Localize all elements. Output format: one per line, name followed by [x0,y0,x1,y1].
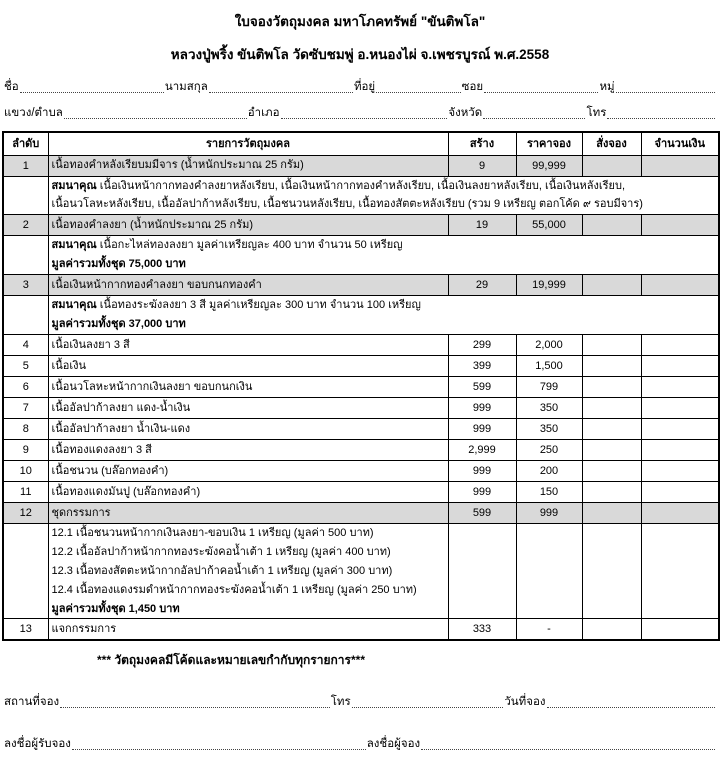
order-qty-cell [582,619,641,640]
amount-cell [641,376,719,397]
made-qty-cell: 999 [448,481,516,502]
order-qty-cell [582,418,641,439]
item-row [3,439,719,460]
field-label: ซอย [461,81,484,93]
signature-line [4,734,716,754]
note-row [3,523,719,619]
price-cell: 999 [516,502,582,523]
dotted-blank [547,707,716,708]
order-qty-cell [582,481,641,502]
row-number-cell: 1 [3,155,48,176]
empty-amount-cell [641,523,719,619]
item-name-cell: แจกกรรมการ [48,619,448,640]
item-row [3,215,719,236]
price-cell: 19,999 [516,275,582,296]
dotted-blank [60,707,330,708]
price-cell: 250 [516,439,582,460]
dotted-blank [616,92,715,93]
order-qty-cell [582,275,641,296]
page-title: ใบจองวัตถุมงคล มหาโภคทรัพย์ "ขันติพโล" [234,14,486,29]
row-number-cell: 8 [3,418,48,439]
item-row [3,418,719,439]
field-label: อำเภอ [247,107,280,119]
row-number-cell: 6 [3,376,48,397]
dotted-blank [281,118,448,119]
item-name-cell: เนื้อชนวน (บล๊อกทองคำ) [48,460,448,481]
dotted-blank [352,707,504,708]
made-qty-cell: 333 [448,619,516,640]
note-row [3,176,719,215]
item-name-cell: เนื้ออัลปาก้าลงยา น้ำเงิน-แดง [48,418,448,439]
price-cell: 1,500 [516,355,582,376]
order-table [2,131,720,641]
price-cell: 2,000 [516,334,582,355]
row-number-cell: 10 [3,460,48,481]
item-name-cell: เนื้อเงินลงยา 3 สี [48,334,448,355]
note-line: สมนาคุณ เนื้อเงินหน้ากากทองคำลงยาหลังเรียบ, เนื้อเงินหน้ากากทองคำหลังเรียบ, เนื้อเงินลงยาหลังเรียบ, เนื้อเงินหลังเรียบ, [51,179,626,192]
order-qty-cell [582,215,641,236]
order-qty-cell [582,376,641,397]
column-header: ลำดับ [3,132,48,155]
note-line: สมนาคุณ เนื้อกะไหล่ทองลงยา มูลค่าเหรียญละ 400 บาท จำนวน 50 เหรียญ [51,239,403,252]
made-qty-cell: 999 [448,418,516,439]
note-line: 12.4 เนื้อทองแดงรมดำหน้ากากทองระฆังคอน้ำเต้า 1 เหรียญ (มูลค่า 250 บาท) [51,583,417,596]
row-number-cell: 3 [3,275,48,296]
item-row [3,397,719,418]
item-row [3,619,719,640]
item-row [3,502,719,523]
item-name-cell: ชุดกรรมการ [48,502,448,523]
item-name-cell: เนื้อนวโลหะหน้ากากเงินลงยา ขอบกนกเงิน [48,376,448,397]
note-line: 12.2 เนื้ออัลปาก้าหน้ากากทองระฆังคอน้ำเต้า 1 เหรียญ (มูลค่า 400 บาท) [51,545,391,558]
price-cell: 55,000 [516,215,582,236]
title-block [2,6,718,71]
order-qty-cell [582,397,641,418]
dotted-blank [484,92,598,93]
column-header: ราคาจอง [516,132,582,155]
applicant-line-1 [4,77,716,97]
item-row [3,155,719,176]
page-subtitle: หลวงปู่พริ้ง ขันติพโล วัดซับชมพู่ อ.หนองไผ่ จ.เพชรบูรณ์ พ.ศ.2558 [170,47,550,62]
dotted-blank [72,749,366,750]
price-cell: 350 [516,397,582,418]
row-number-cell: 5 [3,355,48,376]
empty-order-cell [582,523,641,619]
note-line: มูลค่ารวมทั้งชุด 1,450 บาท [51,602,180,615]
made-qty-cell: 9 [448,155,516,176]
field-label: ลงชื่อผู้รับจอง [4,737,71,750]
field-label: จังหวัด [448,107,483,119]
price-cell: 350 [516,418,582,439]
note-line: เนื้อนวโลหะหลังเรียบ, เนื้ออัลปาก้าหลังเรียบ, เนื้อชนวนหลังเรียบ, เนื้อทองสัตตะหลังเรียบ (รวม 9 เหรียญ ตอกโค้ด ๙ รอบมีจาร) [51,198,643,211]
amount-cell [641,619,719,640]
amount-cell [641,460,719,481]
field-label: ที่อยู่ [353,81,376,93]
note-row [3,296,719,335]
amount-cell [641,502,719,523]
row-number-cell: 7 [3,397,48,418]
field-label: โทร [586,107,607,119]
field-label: โทร [330,695,351,708]
item-row [3,376,719,397]
note-line: 12.3 เนื้อทองสัตตะหน้ากากอัลปาก้าคอน้ำเต้า 1 เหรียญ (มูลค่า 300 บาท) [51,564,393,577]
field-label: สถานที่จอง [4,695,60,708]
row-number-cell: 4 [3,334,48,355]
column-header: จำนวนเงิน [641,132,719,155]
column-header: สั่งจอง [582,132,641,155]
amount-cell [641,439,719,460]
price-cell: 799 [516,376,582,397]
note-line: สมนาคุณ เนื้อทองระฆังลงยา 3 สี มูลค่าเหรียญละ 300 บาท จำนวน 100 เหรียญ [51,299,421,312]
booking-place-line [4,692,716,712]
table-header-row [3,132,719,155]
note-line: มูลค่ารวมทั้งชุด 75,000 บาท [51,258,186,271]
price-cell: 150 [516,481,582,502]
dotted-blank [421,749,715,750]
row-number-cell: 13 [3,619,48,640]
amount-cell [641,215,719,236]
row-number-cell: 9 [3,439,48,460]
note-number-cell [3,236,48,275]
made-qty-cell: 29 [448,275,516,296]
note-number-cell [3,523,48,619]
made-qty-cell: 599 [448,502,516,523]
item-row [3,355,719,376]
made-qty-cell: 2,999 [448,439,516,460]
field-label: ชื่อ [4,81,19,93]
dotted-blank [64,118,247,119]
row-number-cell: 12 [3,502,48,523]
dotted-blank [376,92,461,93]
item-name-cell: เนื้อทองแดงลงยา 3 สี [48,439,448,460]
price-cell: 99,999 [516,155,582,176]
amount-cell [641,355,719,376]
code-note: *** วัตถุมงคลมีโค้ดและหมายเลขกำกับทุกรายการ*** [97,652,365,667]
order-qty-cell [582,439,641,460]
amount-cell [641,334,719,355]
item-name-cell: เนื้อทองแดงมันปู (บล๊อกทองคำ) [48,481,448,502]
column-header: สร้าง [448,132,516,155]
made-qty-cell: 19 [448,215,516,236]
made-qty-cell: 599 [448,376,516,397]
amount-cell [641,481,719,502]
item-name-cell: เนื้อเงินหน้ากากทองคำลงยา ขอบกนกทองคำ [48,275,448,296]
empty-price-cell [516,523,582,619]
column-header: รายการวัตถุมงคล [48,132,448,155]
amount-cell [641,155,719,176]
made-qty-cell: 999 [448,460,516,481]
note-cell [48,523,448,619]
item-name-cell: เนื้ออัลปาก้าลงยา แดง-น้ำเงิน [48,397,448,418]
row-number-cell: 2 [3,215,48,236]
note-cell [48,296,719,335]
dotted-blank [607,118,715,119]
order-qty-cell [582,502,641,523]
note-line: มูลค่ารวมทั้งชุด 37,000 บาท [51,318,186,331]
field-label: นามสกุล [164,81,208,93]
field-label: ลงชื่อผู้จอง [366,737,421,750]
made-qty-cell: 999 [448,397,516,418]
made-qty-cell: 399 [448,355,516,376]
note-row [3,236,719,275]
item-row [3,481,719,502]
note-cell [48,176,719,215]
field-label: วันที่จอง [504,695,546,708]
price-cell: - [516,619,582,640]
field-label: หมู่ [599,81,615,93]
note-number-cell [3,176,48,215]
item-row [3,334,719,355]
order-qty-cell [582,355,641,376]
order-qty-cell [582,460,641,481]
applicant-line-2 [4,103,716,123]
item-name-cell: เนื้อเงิน [48,355,448,376]
row-number-cell: 11 [3,481,48,502]
dotted-blank [483,118,585,119]
empty-made-cell [448,523,516,619]
item-name-cell: เนื้อทองคำลงยา (น้ำหนักประมาณ 25 กรัม) [48,215,448,236]
item-row [3,460,719,481]
item-name-cell: เนื้อทองคำหลังเรียบมมีจาร (น้ำหนักประมาณ 25 กรัม) [48,155,448,176]
amount-cell [641,418,719,439]
order-qty-cell [582,334,641,355]
note-number-cell [3,296,48,335]
dotted-blank [20,92,164,93]
order-qty-cell [582,155,641,176]
made-qty-cell: 299 [448,334,516,355]
amount-cell [641,275,719,296]
note-cell [48,236,719,275]
item-row [3,275,719,296]
price-cell: 200 [516,460,582,481]
dotted-blank [209,92,353,93]
note-line: 12.1 เนื้อชนวนหน้ากากเงินลงยา-ขอบเงิน 1 เหรียญ (มูลค่า 500 บาท) [51,526,374,539]
amount-cell [641,397,719,418]
field-label: แขวง/ตำบล [4,107,63,119]
